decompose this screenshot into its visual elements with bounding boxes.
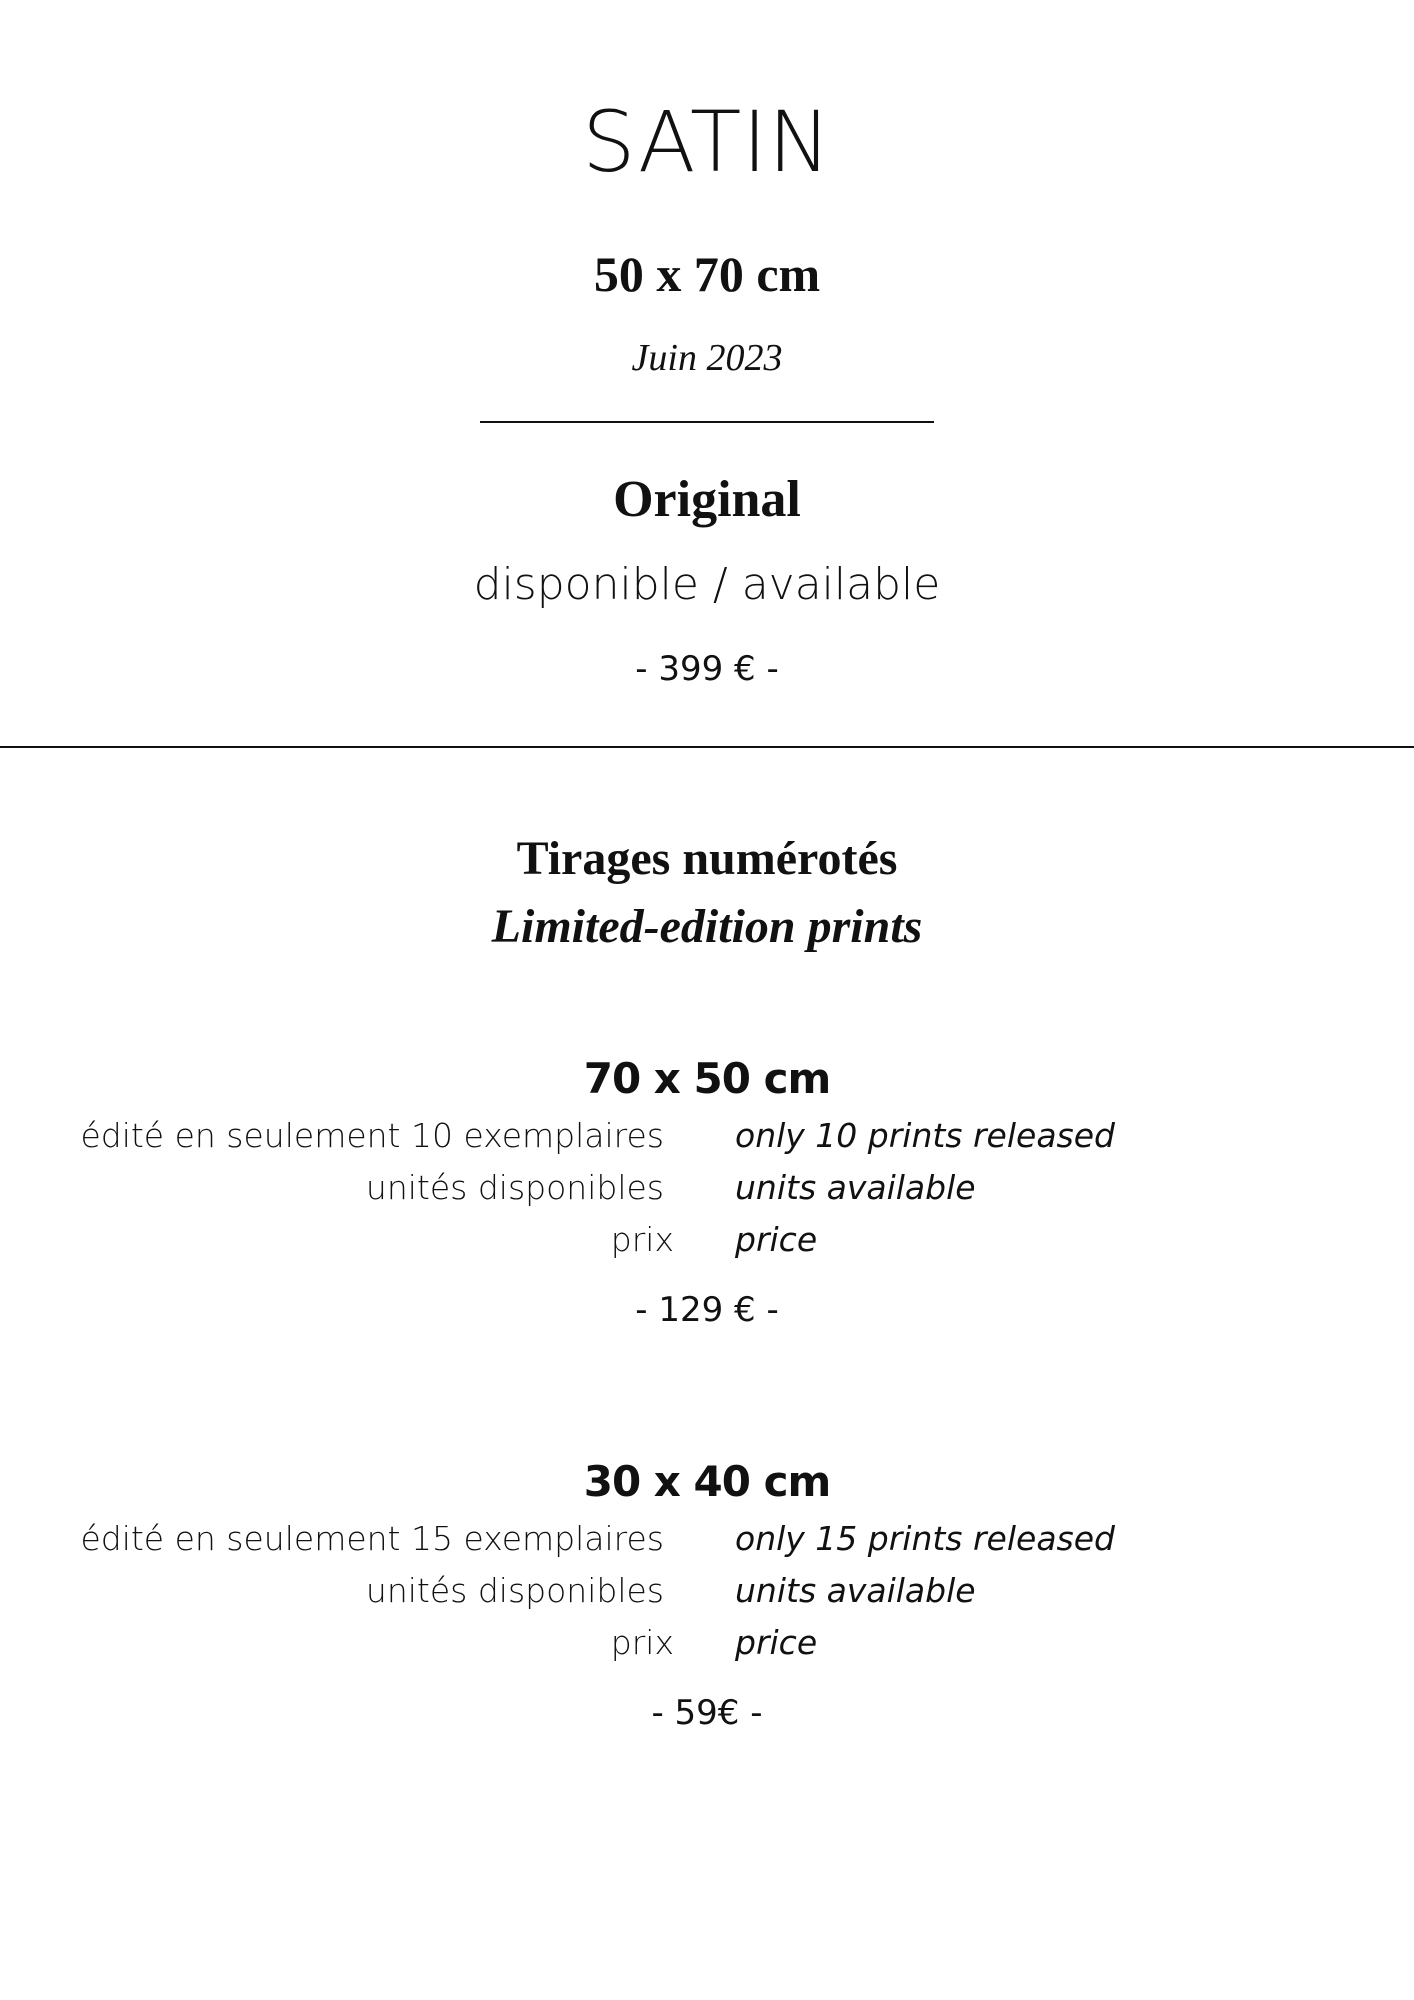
edition-label-fr: prix xyxy=(610,1220,674,1259)
edition-size: 30 x 40 cm xyxy=(583,1457,831,1506)
original-heading: Original xyxy=(613,471,801,528)
edition-price: - 59€ - xyxy=(651,1693,763,1733)
prints-heading-fr: Tirages numérotés xyxy=(516,832,898,885)
edition-label-fr: unités disponibles xyxy=(365,1168,664,1207)
edition-label-fr: édité en seulement 10 exemplaires xyxy=(80,1116,664,1155)
artwork-dimensions: 50 x 70 cm xyxy=(593,246,821,302)
edition-row xyxy=(0,1517,1414,1561)
edition-label-en: price xyxy=(735,1623,818,1662)
page-title: SATIN xyxy=(582,93,832,191)
edition-label-fr: édité en seulement 15 exemplaires xyxy=(80,1519,664,1558)
edition-row xyxy=(0,1621,1414,1665)
edition-block xyxy=(0,1455,1414,1755)
edition-row xyxy=(0,1569,1414,1613)
edition-label-en: units available xyxy=(735,1168,976,1207)
edition-row xyxy=(0,1114,1414,1158)
edition-label-fr: unités disponibles xyxy=(365,1571,664,1610)
artwork-date: Juin 2023 xyxy=(631,337,783,379)
edition-row xyxy=(0,1166,1414,1210)
header-divider xyxy=(480,421,934,423)
edition-row xyxy=(0,1218,1414,1262)
edition-block xyxy=(0,1052,1414,1352)
original-price: - 399 € - xyxy=(635,649,779,689)
edition-size: 70 x 50 cm xyxy=(583,1054,831,1103)
edition-label-fr: prix xyxy=(610,1623,674,1662)
prints-heading-en: Limited-edition prints xyxy=(491,900,923,953)
original-availability: disponible / available xyxy=(473,559,941,610)
section-divider xyxy=(0,746,1414,748)
edition-label-en: only 15 prints released xyxy=(735,1519,1115,1558)
edition-label-en: only 10 prints released xyxy=(735,1116,1115,1155)
edition-label-en: units available xyxy=(735,1571,976,1610)
edition-label-en: price xyxy=(735,1220,818,1259)
edition-price: - 129 € - xyxy=(635,1290,779,1330)
